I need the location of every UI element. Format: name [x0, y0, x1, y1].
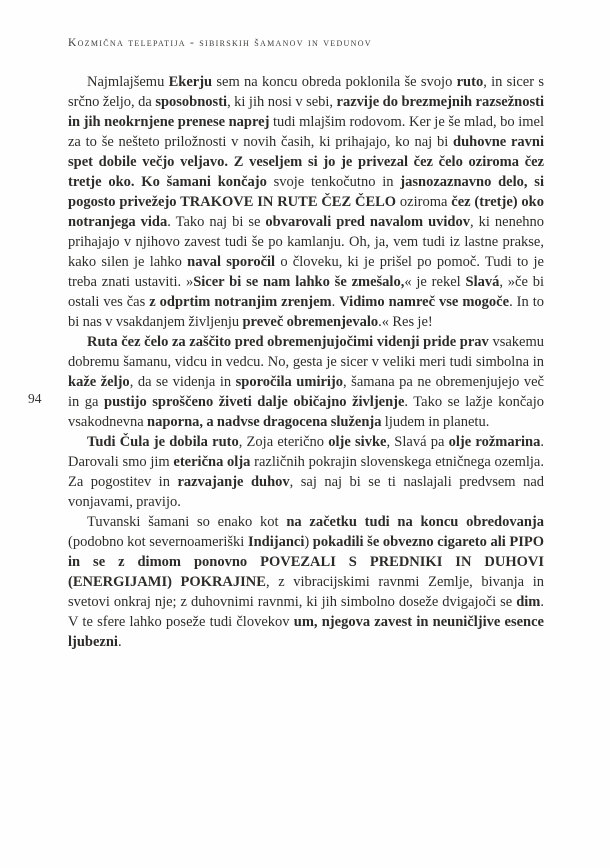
- text-run: . Tako se lažje končajo vsakodnevna: [68, 394, 544, 430]
- text-run: , Zoja eterično: [238, 434, 329, 450]
- text-run: , šamana pa ne obremenjujejo več in ga: [68, 374, 544, 410]
- text-run: .: [117, 634, 122, 650]
- text-run: Tuvanski šamani so enako kot: [87, 514, 287, 530]
- running-header: Kozmična telepatija - sibirskih šamanov in vedunov: [68, 37, 372, 49]
- bold-run: olje rožmarina: [448, 434, 541, 450]
- bold-run: naporna, a nadvse dragocena služenja: [147, 414, 382, 430]
- text-run: . In to bi nas v vsakdanjem življenju: [68, 294, 545, 330]
- text-run: . V te sfere lahko poseže tudi človekov: [68, 594, 544, 630]
- text-run: ljudem in planetu.: [381, 414, 490, 430]
- text-run: tudi mlajšim rodovom. Ker je še mlad, bo imel za to še nešteto priložnosti v novih časih, ki prihajajo, ko naj bi: [68, 114, 545, 150]
- text-run: , Slavá pa: [386, 434, 449, 450]
- text-run: , da se videnja in: [129, 374, 236, 390]
- paragraph: [68, 332, 544, 432]
- bold-run: z odprtim notranjim zrenjem: [149, 294, 332, 310]
- bold-run: razvije do brezmejnih razsežnosti in jih neokrnjene prenese naprej: [68, 94, 544, 130]
- text-run: različnih pokrajin slovenskega etničnega ozemlja. Za pogostitev in: [68, 454, 544, 490]
- bold-run: sposobnosti: [155, 94, 228, 110]
- bold-run: jasnozaznavno delo, si pogosto privežejo TRAKOVE IN RUTE ČEZ ČELO: [68, 174, 544, 210]
- text-run: Najmlajšemu: [87, 74, 169, 90]
- paragraph: [68, 432, 544, 512]
- text-run: . Tako naj bi se: [167, 214, 266, 230]
- bold-run: Sicer bi se nam lahko še zmešalo,: [193, 274, 405, 290]
- body-text: [68, 72, 544, 652]
- bold-run: čez (tretje) oko notranjega vida: [68, 194, 544, 230]
- text-run: , in sicer s srčno željo, da: [68, 74, 544, 110]
- bold-run: Vidimo namreč vse mogoče: [339, 294, 510, 310]
- text-run: « je rekel: [404, 274, 466, 290]
- text-run: , ki jih nosi v sebi,: [227, 94, 337, 110]
- text-run: . Darovali smo jim: [68, 434, 544, 470]
- bold-run: pokadili še obvezno cigareto ali PIPO in se z dimom ponovno POVEZALI S PREDNIKI IN DUHOVI (ENERGIJAMI) POKRAJINE: [68, 534, 545, 590]
- paragraph: [68, 512, 544, 652]
- text-run: , ki nenehno prihajajo v njihovo zavest tudi še po kamlanju. Oh, ja, vem tudi iz lastne prakse, kako silen je lahko: [68, 214, 545, 270]
- bold-run: kaže željo: [68, 374, 130, 390]
- bold-run: Ekerju: [168, 74, 213, 90]
- text-run: ): [304, 534, 313, 550]
- text-run: , z vibracijskimi ravnmi Zemlje, bivanja in svetovi onkraj nje; z duhovnimi ravnmi, ki jih simbolno doseže dvigajoči se: [68, 574, 544, 610]
- bold-run: olje sivke: [328, 434, 387, 450]
- bold-run: razvajanje duhov: [177, 474, 290, 490]
- text-run: , saj naj bi se ti naslajali predvsem nad vonjavami, pravijo.: [68, 474, 544, 510]
- text-run: .: [331, 294, 340, 310]
- bold-run: Tudi Čula je dobila ruto: [87, 434, 239, 450]
- bold-run: na začetku tudi na koncu obredovanja: [286, 514, 544, 530]
- text-run: vsakemu dobremu šamanu, vidcu in vedcu. No, gesta je sicer v veliki meri tudi simbolna in: [68, 334, 544, 370]
- page-number: 94: [28, 391, 42, 406]
- bold-run: duhovne ravni spet dobile večjo veljavo. Z veseljem si jo je privezal čez čelo oziroma čez tretje oko. Ko šamani končajo: [68, 134, 544, 190]
- paragraph: [68, 72, 544, 332]
- bold-run: dim: [516, 594, 541, 610]
- bold-run: eterična olja: [173, 454, 251, 470]
- text-run: svoje tenkočutno in: [266, 174, 401, 190]
- bold-run: sporočila umirijo: [235, 374, 344, 390]
- bold-run: obvarovali pred navalom uvidov: [265, 214, 470, 230]
- bold-run: preveč obremenjevalo: [242, 314, 379, 330]
- text-run: .« Res je!: [378, 314, 433, 330]
- text-run: sem na koncu obreda poklonila še svojo: [212, 74, 457, 90]
- bold-run: Slavá: [465, 274, 500, 290]
- text-run: , »če bi ostali ves čas: [68, 274, 545, 310]
- bold-run: ruto: [456, 74, 484, 90]
- text-run: (podobno kot severnoameriški: [68, 534, 248, 550]
- text-run: o človeku, ki je prišel po pomoč. Tudi to je treba znati ustaviti. »: [68, 254, 544, 290]
- bold-run: Ruta čez čelo za zaščito pred obremenjujočimi videnji pride prav: [87, 334, 489, 350]
- bold-run: pustijo sproščeno živeti dalje običajno življenje: [104, 394, 405, 410]
- text-run: oziroma: [396, 194, 452, 210]
- bold-run: naval sporočil: [187, 254, 276, 270]
- bold-run: Indijanci: [247, 534, 305, 550]
- bold-run: um, njegova zavest in neuničljive esence ljubezni: [68, 614, 544, 650]
